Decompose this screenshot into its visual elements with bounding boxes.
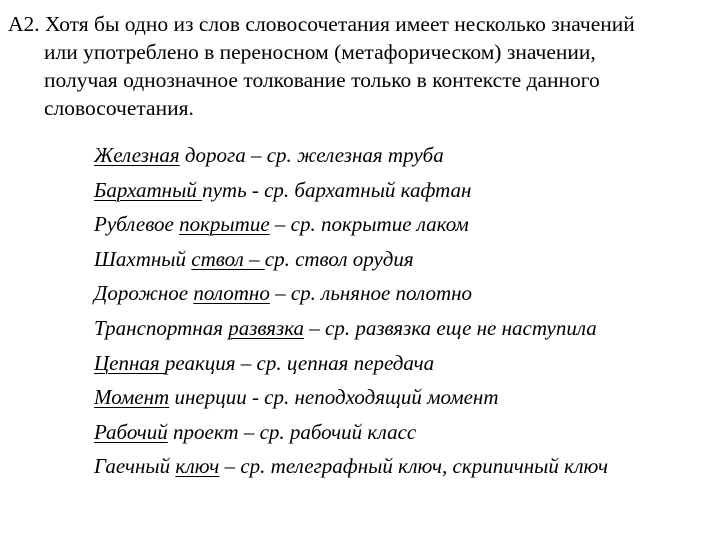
example-text-pre: Рублевое [94,212,180,237]
example-item [94,138,714,173]
example-underlined-word: ключ [175,454,220,479]
task-description [8,10,716,122]
intro-line: или употреблено в переносном (метафорическом) значении, [44,40,596,64]
intro-line: получая однозначное толкование только в контексте данного [44,68,600,92]
example-underlined-word: развязка [228,315,305,340]
example-text-post: путь - ср. бархатный кафтан [202,177,472,202]
example-item [94,173,714,208]
intro-line: А2. Хотя бы одно из слов словосочетания имеет несколько значений [8,12,635,36]
example-underlined-word: ствол – [191,246,265,271]
example-item [94,415,714,450]
example-text-pre: Дорожное [94,281,194,306]
example-item [94,449,714,484]
example-item [94,311,714,346]
example-text-post: реакция – ср. цепная передача [164,350,435,375]
example-underlined-word: полотно [193,281,270,306]
example-item [94,346,714,381]
example-underlined-word: Железная [94,143,180,167]
example-text-pre: Транспортная [94,315,229,340]
example-underlined-word: Цепная [94,350,165,375]
example-text-post: проект – ср. рабочий класс [167,419,417,444]
examples-list [94,138,714,484]
example-text-post: – ср. льняное полотно [269,281,473,306]
example-text-post: инерции - ср. неподходящий момент [169,385,499,410]
example-text-post: дорога – ср. железная труба [179,143,444,167]
example-text-post: – ср. телеграфный ключ, скрипичный ключ [219,454,609,479]
example-text-pre: Гаечный [94,454,176,479]
example-item [94,380,714,415]
example-text-post: – ср. покрытие лаком [269,212,469,237]
example-text-post: – ср. развязка еще не наступила [304,315,597,340]
example-text-post: ср. ствол орудия [264,246,414,271]
example-underlined-word: покрытие [179,212,270,237]
example-item [94,207,714,242]
example-text-pre: Шахтный [94,246,192,271]
example-item [94,276,714,311]
example-underlined-word: Бархатный [94,177,203,202]
example-underlined-word: Рабочий [94,419,168,444]
example-item [94,242,714,277]
intro-line: словосочетания. [44,96,194,120]
example-underlined-word: Момент [94,385,170,410]
